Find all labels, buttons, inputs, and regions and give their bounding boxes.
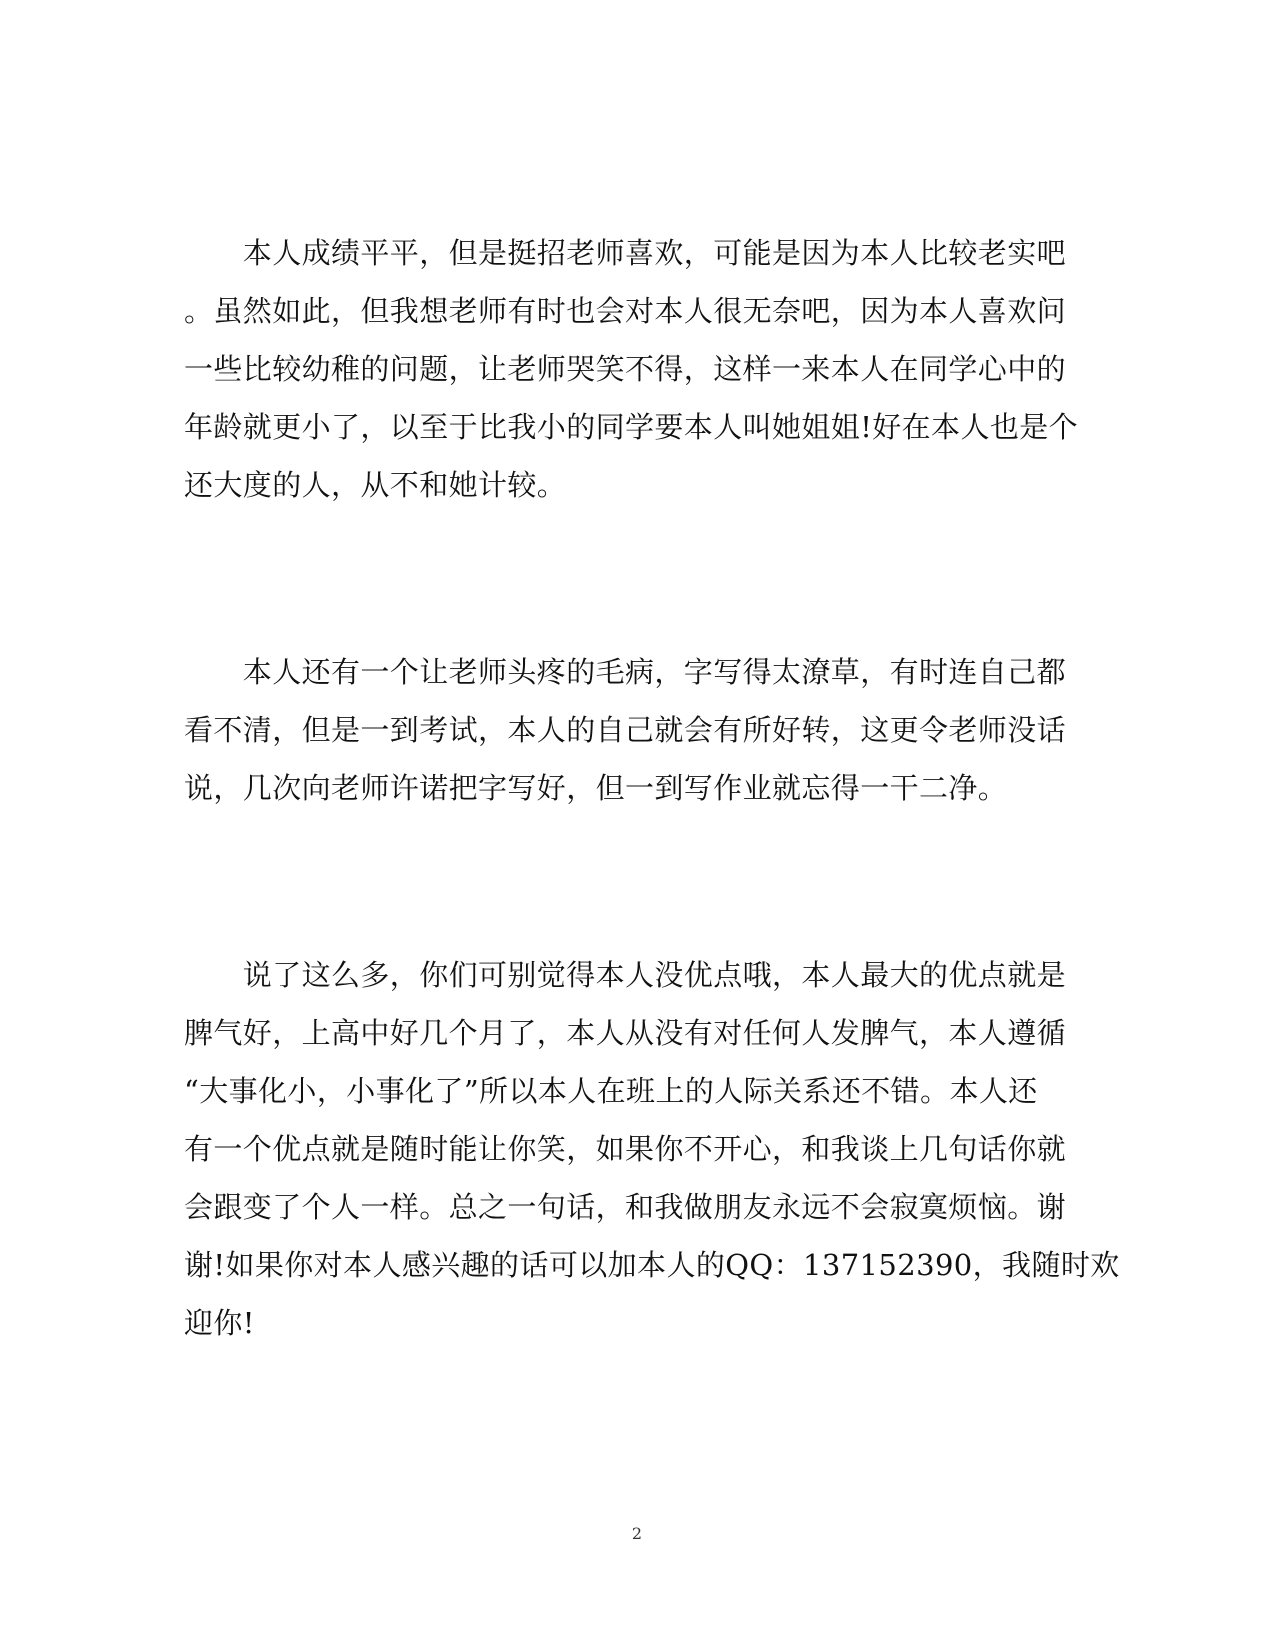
paragraph-line: 迎你! — [184, 1306, 255, 1340]
paragraph-line: 本人成绩平平，但是挺招老师喜欢，可能是因为本人比较老实吧 — [184, 236, 1067, 270]
paragraph-line: 本人还有一个让老师头疼的毛病，字写得太潦草，有时连自己都 — [184, 655, 1067, 689]
paragraph-line: 有一个优点就是随时能让你笑，如果你不开心，和我谈上几句话你就 — [184, 1132, 1067, 1166]
paragraph-line: 说了这么多，你们可别觉得本人没优点哦，本人最大的优点就是 — [184, 958, 1067, 992]
paragraph-line: “大事化小，小事化了”所以本人在班上的人际关系还不错。本人还 — [184, 1074, 1038, 1108]
page-number: 2 — [631, 1524, 643, 1543]
paragraph-line: 谢!如果你对本人感兴趣的话可以加本人的QQ：137152390，我随时欢 — [184, 1248, 1120, 1282]
paragraph-line: 一些比较幼稚的问题，让老师哭笑不得，这样一来本人在同学心中的 — [184, 352, 1067, 386]
paragraph-line: 说，几次向老师许诺把字写好，但一到写作业就忘得一干二净。 — [184, 771, 1008, 805]
paragraph-line: 脾气好，上高中好几个月了，本人从没有对任何人发脾气，本人遵循 — [184, 1016, 1067, 1050]
paragraph-line: 年龄就更小了，以至于比我小的同学要本人叫她姐姐!好在本人也是个 — [184, 410, 1079, 444]
paragraph-line: 会跟变了个人一样。总之一句话，和我做朋友永远不会寂寞烦恼。谢 — [184, 1190, 1067, 1224]
paragraph-line: 还大度的人，从不和她计较。 — [184, 468, 567, 502]
paragraph-line: 看不清，但是一到考试，本人的自己就会有所好转，这更令老师没话 — [184, 713, 1067, 747]
paragraph-line: 。虽然如此，但我想老师有时也会对本人很无奈吧，因为本人喜欢问 — [184, 294, 1067, 328]
